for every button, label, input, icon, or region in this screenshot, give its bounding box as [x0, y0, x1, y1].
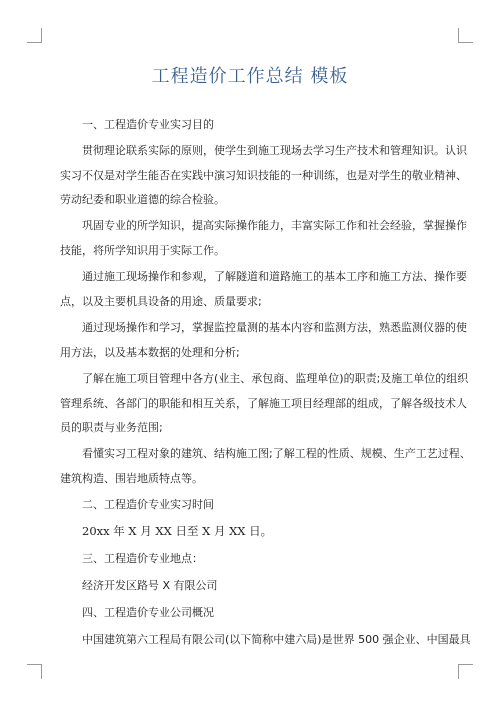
section-heading: 四、工程造价专业公司概况: [82, 606, 214, 619]
paragraph-line: 经济开发区路号 X 有限公司: [82, 579, 218, 592]
paragraph-line: 员的职责与业务范围;: [60, 421, 163, 434]
paragraph-line: 看懂实习工程对象的建筑、结构施工图;了解工程的性质、规模、生产工艺过程、: [82, 447, 471, 460]
date-line: 20xx 年 X 月 XX 日至 X 月 XX 日。: [82, 524, 273, 538]
paragraph-line: 管理系统、各部门的职能和相互关系，了解施工项目经理部的组成，了解各级技术人: [60, 397, 467, 410]
paragraph-line: 了解在施工项目管理中各方(业主、承包商、监理单位)的职责;及施工单位的组织: [82, 372, 469, 385]
document-body: [60, 113, 471, 653]
document-title: 工程造价工作总结 模板: [151, 66, 349, 87]
section-heading: 三、工程造价专业地点：: [82, 552, 203, 565]
paragraph-line: 用方法，以及基本数据的处理和分析;: [60, 346, 240, 359]
corner-mark-top-right: [458, 28, 473, 43]
paragraph-line: 技能，将所学知识用于实际工作。: [60, 244, 225, 257]
paragraph-line: 实习不仅是对学生能否在实践中演习知识技能的一种训练，也是对学生的敬业精神、: [60, 169, 467, 182]
paragraph-line: 点，以及主要机具设备的用途、质量要求;: [60, 295, 262, 308]
corner-mark-bottom-left: [27, 664, 42, 679]
paragraph-line: 通过现场操作和学习，掌握监控量测的基本内容和监测方法，熟悉监测仪器的使: [82, 321, 467, 334]
corner-mark-bottom-right: [458, 664, 473, 679]
section-heading: 二、工程造价专业实习时间: [82, 498, 214, 511]
paragraph-line: 建筑构造、围岩地质特点等。: [60, 472, 203, 485]
corner-mark-top-left: [27, 28, 42, 43]
paragraph-line: 劳动纪委和职业道德的综合检验。: [60, 193, 225, 206]
section-heading: 一、工程造价专业实习目的: [82, 118, 214, 131]
paragraph-line: 中国建筑第六工程局有限公司(以下简称中建六局)是世界 500 强企业、中国最具: [82, 633, 471, 646]
paragraph-line: 通过施工现场操作和参观，了解隧道和道路施工的基本工序和施工方法、操作要: [82, 270, 467, 283]
paragraph-line: 巩固专业的所学知识，提高实际操作能力，丰富实际工作和社会经验，掌握操作: [82, 219, 467, 232]
paragraph-line: 贯彻理论联系实际的原则，使学生到施工现场去学习生产技术和管理知识。认识: [82, 144, 467, 157]
